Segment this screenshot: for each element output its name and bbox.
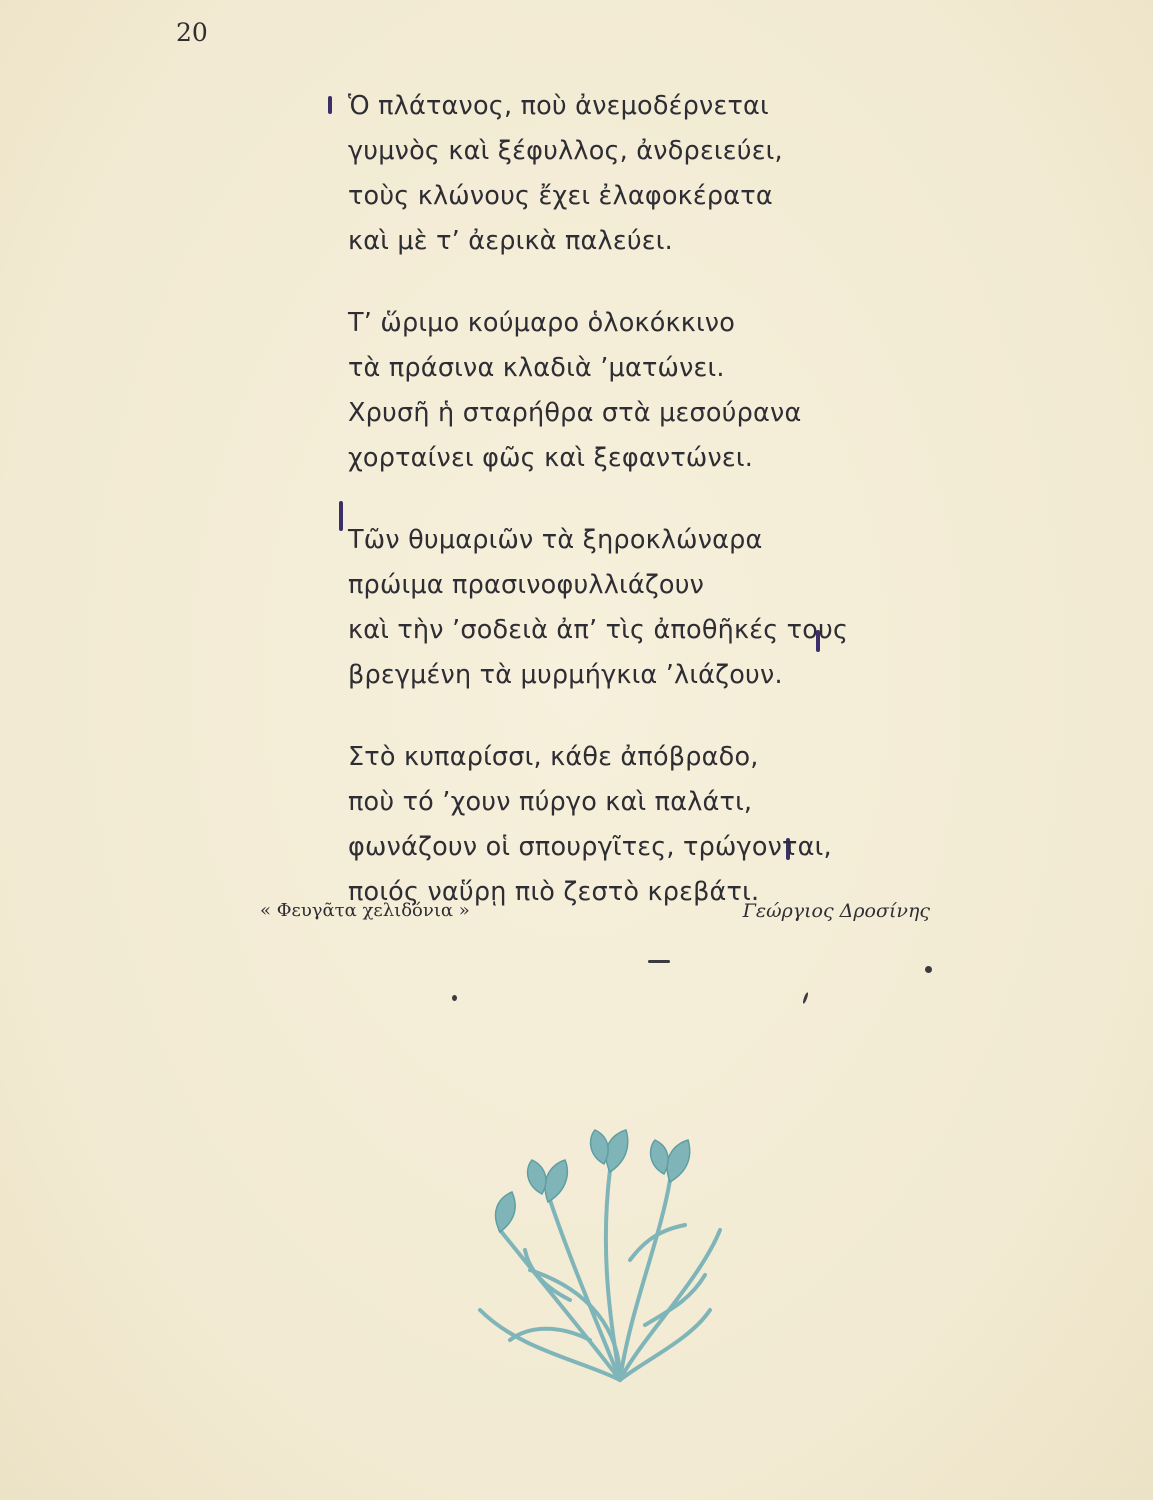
author-name: Γεώργιος Δροσίνης (742, 900, 930, 922)
ink-speck (925, 966, 932, 973)
poem-line: φωνάζουν οἱ σπουργῖτες, τρώγονται, (348, 832, 832, 862)
stanza (348, 735, 968, 915)
poem-line: Τῶν θυμαριῶν τὰ ξηροκλώναρα (348, 525, 763, 555)
page-number: 20 (176, 18, 208, 47)
poem-line: ποιός ναὕρῃ πιὸ ζεστὸ κρεβάτι. (348, 877, 760, 907)
attribution (260, 900, 930, 930)
source-title: « Φευγᾶτα χελιδόνια » (260, 900, 470, 921)
poem (348, 84, 968, 952)
stanza (348, 301, 968, 481)
poem-line: πρώιμα πρασινοφυλλιάζουν (348, 570, 705, 600)
poem-line: καὶ τὴν ’σοδειὰ ἀπ’ τὶς ἀποθῆκές τους (348, 615, 849, 645)
poem-line: Χρυσῆ ἡ σταρήθρα στὰ μεσούρανα (348, 398, 802, 428)
ink-speck (648, 960, 670, 963)
poem-line: ποὺ τό ’χουν πύργο καὶ παλάτι, (348, 787, 753, 817)
poem-line: Στὸ κυπαρίσσι, κάθε ἀπόβραδο, (348, 742, 759, 772)
ink-speck (452, 995, 457, 1001)
poem-line: τὰ πράσινα κλαδιὰ ’ματώνει. (348, 353, 725, 383)
poem-line: χορταίνει φῶς καὶ ξεφαντώνει. (348, 443, 754, 473)
poem-line: Τ’ ὥριμο κούμαρο ὁλοκόκκινο (348, 308, 736, 338)
ink-speck (802, 992, 809, 1004)
poem-line: τοὺς κλώνους ἔχει ἐλαφοκέρατα (348, 181, 773, 211)
windblown-flowers-icon (470, 1110, 730, 1390)
poem-line: Ὁ πλάτανος, ποὺ ἀνεμοδέρνεται (348, 91, 769, 121)
poem-line: βρεγμένη τὰ μυρμήγκια ’λιάζουν. (348, 660, 783, 690)
margin-mark (328, 96, 332, 114)
poem-line: γυμνὸς καὶ ξέφυλλος, ἀνδρειεύει, (348, 136, 783, 166)
poem-line: καὶ μὲ τ’ ἀερικὰ παλεύει. (348, 226, 673, 256)
stanza (348, 84, 968, 264)
margin-mark (339, 501, 343, 531)
stanza (348, 518, 968, 698)
